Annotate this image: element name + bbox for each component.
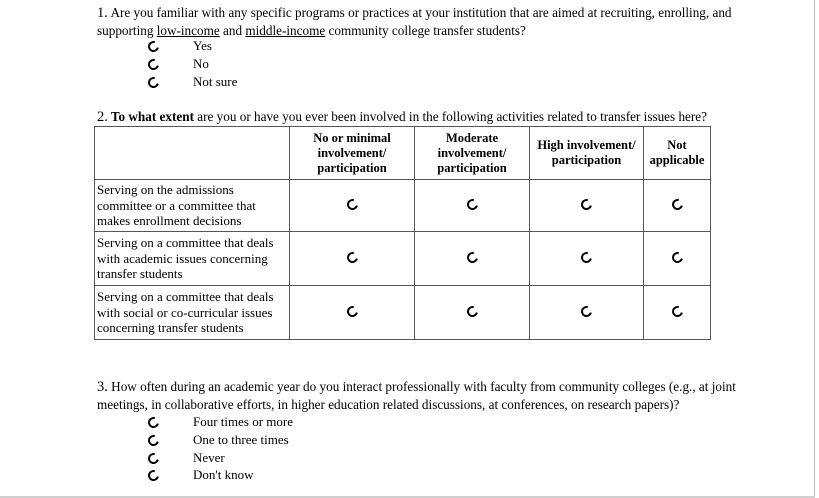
- radio-button-icon[interactable]: [344, 249, 359, 264]
- q1-option-label: Yes: [193, 38, 212, 53]
- question-1-underline-middle-income: middle-income: [245, 23, 326, 38]
- cell-minimal[interactable]: [290, 232, 415, 286]
- radio-button-icon[interactable]: [344, 196, 359, 211]
- cell-high[interactable]: [530, 286, 644, 340]
- question-2: [97, 108, 707, 126]
- involvement-table: [94, 126, 711, 340]
- question-1-number: 1.: [97, 5, 108, 21]
- q3-option-label: One to three times: [193, 432, 289, 447]
- column-header-minimal: No or minimal involvement/ participation: [290, 127, 415, 180]
- question-1-text-b: and: [219, 23, 246, 38]
- q3-option-label: Never: [193, 450, 225, 465]
- question-2-number: 2.: [97, 109, 108, 125]
- radio-button-icon[interactable]: [146, 57, 161, 72]
- radio-button-icon[interactable]: [669, 303, 684, 318]
- radio-button-icon[interactable]: [146, 415, 161, 430]
- question-1-text-c: community college transfer students?: [325, 23, 526, 38]
- question-2-bold-text: To what extent: [107, 109, 194, 124]
- row-label-social: Serving on a committee that deals with social or co-curricular issues concerning transfer students: [95, 286, 290, 340]
- q3-option-label: Four times or more: [193, 414, 294, 429]
- question-3-text: How often during an academic year do you interact professionally with faculty from community colleges (e.g., at joint meetings, in collaborative efforts, in higher education related discussions, at conferences, on research papers)?: [97, 379, 736, 412]
- radio-button-icon[interactable]: [464, 196, 479, 211]
- cell-not-applicable[interactable]: [644, 232, 711, 286]
- radio-button-icon[interactable]: [146, 468, 161, 483]
- radio-button-icon[interactable]: [579, 303, 594, 318]
- q1-option-label: Not sure: [193, 74, 238, 89]
- radio-button-icon[interactable]: [146, 75, 161, 90]
- q1-option-label: No: [193, 56, 209, 71]
- question-1-underline-low-income: low-income: [156, 23, 220, 38]
- table-row: [95, 232, 711, 286]
- page-edge-right: [814, 0, 815, 498]
- question-1: [97, 4, 737, 39]
- row-label-academic: Serving on a committee that deals with academic issues concerning transfer students: [95, 232, 290, 286]
- cell-high[interactable]: [530, 180, 644, 232]
- radio-button-icon[interactable]: [464, 303, 479, 318]
- radio-button-icon[interactable]: [579, 196, 594, 211]
- radio-button-icon[interactable]: [464, 249, 479, 264]
- radio-button-icon[interactable]: [669, 249, 684, 264]
- table-corner-cell: [95, 127, 290, 180]
- table-row: [95, 180, 711, 232]
- radio-button-icon[interactable]: [146, 39, 161, 54]
- cell-not-applicable[interactable]: [644, 286, 711, 340]
- question-1-text-a: Are you familiar with any specific programs or practices at your institution that are aimed at recruiting, enrolling, and supporting: [97, 5, 732, 38]
- cell-not-applicable[interactable]: [644, 180, 711, 232]
- radio-button-icon[interactable]: [344, 303, 359, 318]
- q3-option-label: Don't know: [193, 467, 254, 482]
- radio-button-icon[interactable]: [146, 451, 161, 466]
- question-3-number: 3.: [97, 379, 108, 395]
- cell-minimal[interactable]: [290, 180, 415, 232]
- cell-moderate[interactable]: [415, 232, 530, 286]
- column-header-moderate: Moderate involvement/ participation: [415, 127, 530, 180]
- radio-button-icon[interactable]: [146, 433, 161, 448]
- table-header-row: [95, 127, 711, 180]
- question-3: [97, 378, 757, 413]
- cell-high[interactable]: [530, 232, 644, 286]
- cell-moderate[interactable]: [415, 180, 530, 232]
- column-header-high: High involvement/ participation: [530, 127, 644, 180]
- cell-moderate[interactable]: [415, 286, 530, 340]
- cell-minimal[interactable]: [290, 286, 415, 340]
- radio-button-icon[interactable]: [579, 249, 594, 264]
- table-row: [95, 286, 711, 340]
- question-2-text: are you or have you ever been involved in the following activities related to transfer issues here?: [193, 109, 707, 124]
- column-header-not-applicable: Not applicable: [644, 127, 711, 180]
- radio-button-icon[interactable]: [669, 196, 684, 211]
- row-label-admissions: Serving on the admissions committee or a committee that makes enrollment decisions: [95, 180, 290, 232]
